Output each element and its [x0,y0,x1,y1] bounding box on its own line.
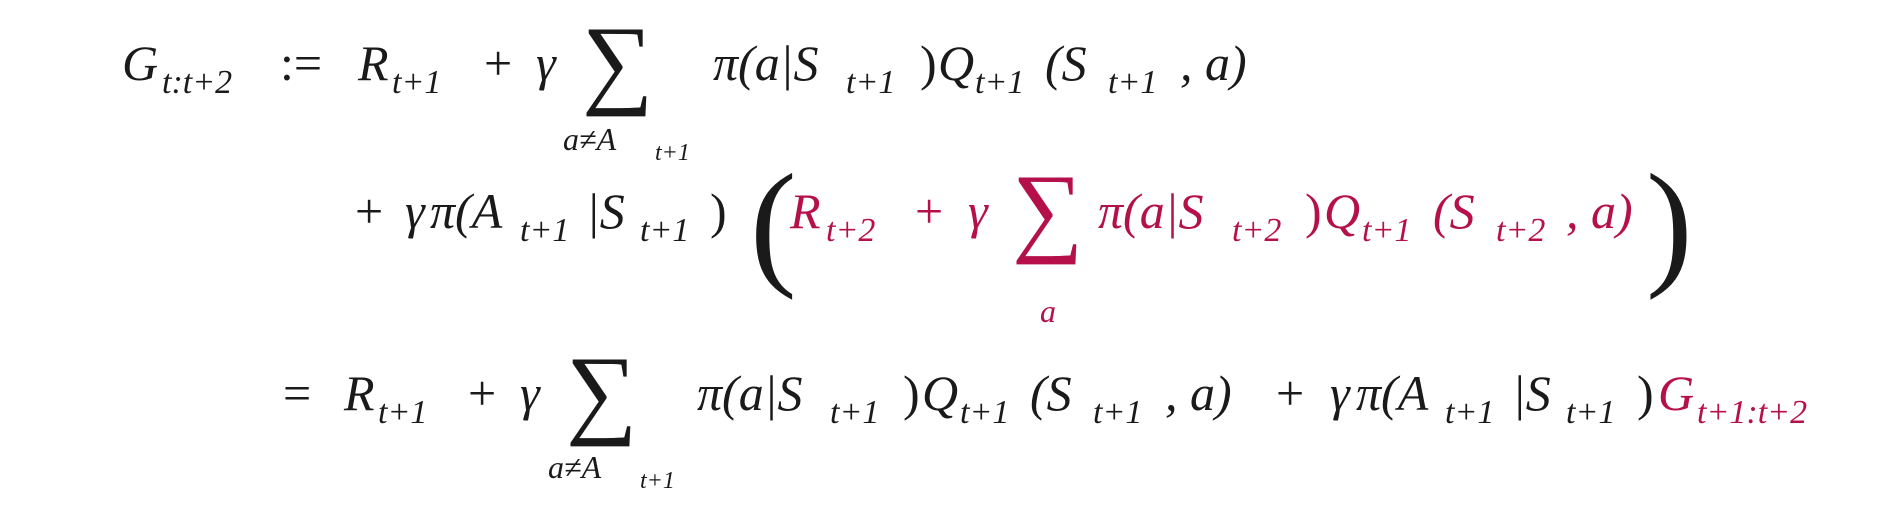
q-subscript: t+1 [975,64,1025,101]
policy-term-close: ) [920,35,937,91]
line3-gamma-symbol: γ [520,365,540,421]
inner-summation-symbol: ∑ [1012,154,1084,265]
line3-reward-subscript: t+1 [378,394,428,431]
line3-policy2-open: π(A [1356,365,1429,421]
line3-gamma-symbol-2: γ [1330,365,1350,421]
inner-policy-close: ) [1305,183,1322,239]
line2-policy-open: π(A [430,183,503,239]
line3-reward-symbol: R [344,365,375,421]
big-paren-open: ( [750,146,797,301]
line3-summation-under-index: a≠A [548,449,602,485]
line3-policy2-subscript-2: t+1 [1566,394,1616,431]
policy-term-subscript: t+1 [846,64,896,101]
q-argument-subscript: t+1 [1108,64,1158,101]
summation-under-index: a≠A [563,121,617,157]
line3-summation-under-subscript: t+1 [640,468,675,494]
line3-plus-operator: + [468,365,497,421]
inner-q-argument-close: , a) [1566,183,1633,239]
inner-policy-open: π(a|S [1098,183,1204,239]
line3-q-argument-close: , a) [1165,365,1232,421]
summation-under-subscript: t+1 [655,140,690,166]
line2-policy-close: ) [710,183,727,239]
line3-equals-operator: = [283,365,312,421]
equation-line-2 [355,146,1693,329]
inner-q-argument-subscript: t+2 [1496,212,1546,249]
reward-subscript: t+1 [392,64,442,101]
line3-policy2-subscript-1: t+1 [1445,394,1495,431]
q-argument-open: (S [1045,35,1087,91]
plus-operator: + [484,35,513,91]
line3-q-argument-open: (S [1030,365,1072,421]
line3-policy-close: ) [903,365,920,421]
line3-q-symbol: Q [922,365,959,421]
line3-q-subscript: t+1 [960,394,1010,431]
inner-summation-under-index: a [1040,293,1056,329]
line3-g-symbol: G [1658,365,1695,421]
reward-symbol: R [358,35,389,91]
lhs-symbol: G [122,35,159,91]
big-paren-close: ) [1646,146,1693,301]
line2-policy-mid: |S [586,183,625,239]
line3-g-subscript: t+1:t+2 [1697,394,1808,431]
line2-policy-subscript-1: t+1 [520,212,570,249]
inner-plus-operator: + [915,183,944,239]
line3-plus-operator-2: + [1276,365,1305,421]
equation-line-1 [122,6,1247,166]
inner-reward-symbol: R [790,183,821,239]
line3-policy-open: π(a|S [697,365,803,421]
highlighted-inner-term [789,154,1633,329]
definition-operator: := [280,35,323,91]
line3-q-argument-subscript: t+1 [1093,394,1143,431]
inner-policy-subscript: t+2 [1232,212,1282,249]
line2-plus-operator: + [355,183,384,239]
inner-q-argument-open: (S [1433,183,1475,239]
q-argument-close: , a) [1180,35,1247,91]
policy-term-open: π(a|S [713,35,819,91]
summation-symbol: ∑ [582,6,654,117]
q-symbol: Q [938,35,975,91]
equation-line-3 [283,336,1807,494]
gamma-symbol: γ [536,35,556,91]
line3-policy2-mid: |S [1512,365,1551,421]
line3-policy2-close: ) [1637,365,1654,421]
inner-gamma-symbol: γ [968,183,988,239]
inner-reward-subscript: t+2 [826,212,876,249]
line3-summation-symbol: ∑ [566,336,638,447]
line3-policy-subscript: t+1 [830,394,880,431]
line2-gamma-symbol: γ [405,183,425,239]
lhs-subscript: t:t+2 [162,64,233,101]
inner-q-subscript: t+1 [1362,212,1412,249]
line2-policy-subscript-2: t+1 [640,212,690,249]
inner-q-symbol: Q [1324,183,1361,239]
